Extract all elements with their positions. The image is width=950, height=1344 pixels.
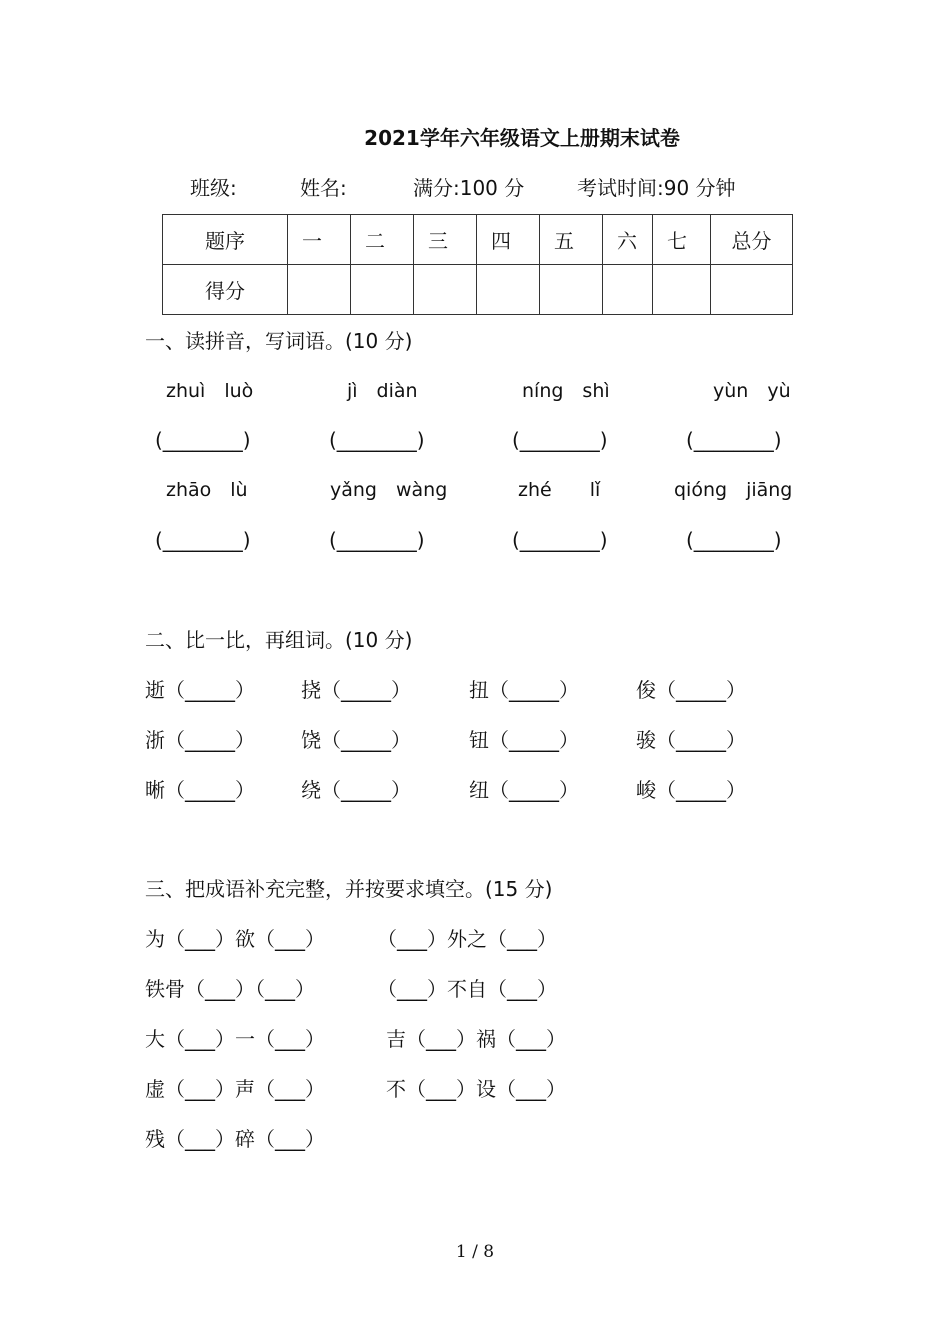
score-input-cell[interactable] — [414, 265, 477, 315]
pinyin-item: yǎng wàng — [330, 479, 448, 501]
compare-item[interactable]: 挠（_____） — [301, 678, 411, 702]
idiom-item[interactable]: （___）不自（___） — [377, 977, 557, 1001]
time-label: 考试时间:90 分钟 — [577, 176, 736, 200]
compare-item[interactable]: 峻（_____） — [636, 778, 746, 802]
score-table — [162, 214, 793, 315]
idiom-item[interactable]: 大（___）一（___） — [145, 1027, 325, 1051]
pinyin-item: zhuì luò — [166, 380, 254, 402]
compare-item[interactable]: 骏（_____） — [636, 728, 746, 752]
idiom-item[interactable]: 虚（___）声（___） — [145, 1077, 325, 1101]
table-cell: 总分 — [711, 215, 793, 265]
table-cell: 七 — [653, 215, 711, 265]
score-input-cell[interactable] — [477, 265, 540, 315]
compare-item[interactable]: 扭（_____） — [469, 678, 579, 702]
table-cell: 三 — [414, 215, 477, 265]
idiom-item[interactable]: 残（___）碎（___） — [145, 1127, 325, 1151]
section2-heading: 二、比一比，再组词。(10 分) — [145, 628, 413, 652]
score-input-cell[interactable] — [288, 265, 351, 315]
compare-item[interactable]: 钮（_____） — [469, 728, 579, 752]
compare-item[interactable]: 逝（_____） — [145, 678, 255, 702]
name-label: 姓名: — [300, 176, 347, 200]
answer-blank[interactable]: (________) — [329, 428, 425, 452]
answer-blank[interactable]: (________) — [329, 528, 425, 552]
idiom-item[interactable]: （___）外之（___） — [377, 927, 557, 951]
compare-item[interactable]: 浙（_____） — [145, 728, 255, 752]
class-label: 班级: — [190, 176, 237, 200]
table-cell: 五 — [540, 215, 603, 265]
idiom-item[interactable]: 吉（___）祸（___） — [386, 1027, 566, 1051]
table-cell: 四 — [477, 215, 540, 265]
pinyin-item: níng shì — [522, 380, 610, 402]
compare-item[interactable]: 晰（_____） — [145, 778, 255, 802]
pinyin-item: yùn yù — [713, 380, 791, 402]
score-input-cell[interactable] — [540, 265, 603, 315]
answer-blank[interactable]: (________) — [686, 428, 782, 452]
table-cell: 题序 — [163, 215, 288, 265]
answer-blank[interactable]: (________) — [155, 528, 251, 552]
compare-item[interactable]: 俊（_____） — [636, 678, 746, 702]
idiom-item[interactable]: 为（___）欲（___） — [145, 927, 325, 951]
section3-heading: 三、把成语补充完整，并按要求填空。(15 分) — [145, 877, 553, 901]
compare-item[interactable]: 纽（_____） — [469, 778, 579, 802]
table-cell: 二 — [351, 215, 414, 265]
pinyin-item: qióng jiāng — [674, 479, 793, 501]
score-input-cell[interactable] — [351, 265, 414, 315]
compare-item[interactable]: 绕（_____） — [301, 778, 411, 802]
table-cell: 得分 — [163, 265, 288, 315]
pinyin-item: zhāo lù — [166, 479, 248, 501]
score-table-header-row — [163, 215, 793, 265]
table-cell: 一 — [288, 215, 351, 265]
answer-blank[interactable]: (________) — [512, 428, 608, 452]
score-input-cell[interactable] — [711, 265, 793, 315]
section1-heading: 一、读拼音，写词语。(10 分) — [145, 329, 413, 353]
compare-item[interactable]: 饶（_____） — [301, 728, 411, 752]
idiom-item[interactable]: 不（___）设（___） — [386, 1077, 566, 1101]
table-cell: 六 — [603, 215, 653, 265]
answer-blank[interactable]: (________) — [512, 528, 608, 552]
score-input-cell[interactable] — [603, 265, 653, 315]
page-title: 2021学年六年级语文上册期末试卷 — [364, 126, 680, 150]
answer-blank[interactable]: (________) — [686, 528, 782, 552]
score-input-cell[interactable] — [653, 265, 711, 315]
score-label: 满分:100 分 — [413, 176, 525, 200]
page-number: 1 / 8 — [455, 1242, 495, 1262]
idiom-item[interactable]: 铁骨（___）（___） — [145, 977, 315, 1001]
pinyin-item: jì diàn — [347, 380, 418, 402]
pinyin-item: zhé lǐ — [518, 479, 601, 501]
answer-blank[interactable]: (________) — [155, 428, 251, 452]
score-table-score-row — [163, 265, 793, 315]
